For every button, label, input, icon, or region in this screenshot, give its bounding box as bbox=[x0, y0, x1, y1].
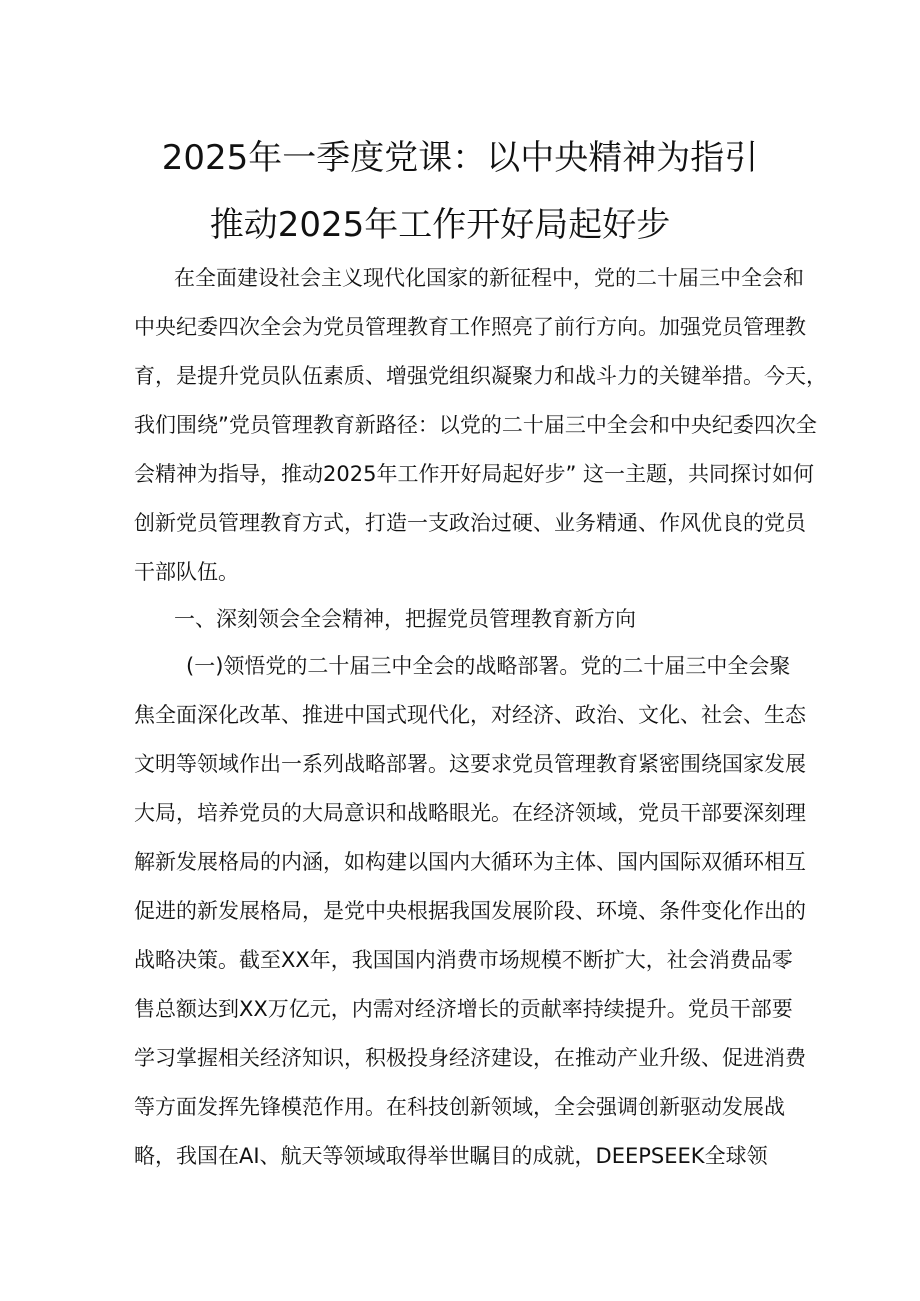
paragraph-line: 促进的新发展格局，是党中央根据我国发展阶段、环境、条件变化作出的 bbox=[134, 899, 806, 923]
paragraph-line: 等方面发挥先锋模范作用。在科技创新领域，全会强调创新驱动发展战 bbox=[134, 1095, 785, 1119]
paragraph-line: 战略决策。截至XX年，我国国内消费市场规模不断扩大，社会消费品零 bbox=[134, 948, 793, 972]
section-heading: 一、深刻领会全会精神，把握党员管理教育新方向 bbox=[174, 607, 636, 631]
paragraph-line: 在全面建设社会主义现代化国家的新征程中，党的二十届三中全会和 bbox=[174, 266, 804, 290]
paragraph-line: 大局，培养党员的大局意识和战略眼光。在经济领域，党员干部要深刻理 bbox=[134, 801, 806, 825]
paragraph-line: 售总额达到XX万亿元，内需对经济增长的贡献率持续提升。党员干部要 bbox=[134, 997, 793, 1021]
paragraph-line: 创新党员管理教育方式，打造一支政治过硬、业务精通、作风优良的党员 bbox=[134, 511, 806, 535]
paragraph-line: 学习掌握相关经济知识，积极投身经济建设，在推动产业升级、促进消费 bbox=[134, 1046, 806, 1070]
paragraph-line: 育，是提升党员队伍素质、增强党组织凝聚力和战斗力的关键举措。今天， bbox=[134, 364, 827, 388]
paragraph-line: 我们围绕”党员管理教育新路径：以党的二十届三中全会和中央纪委四次全 bbox=[134, 413, 817, 437]
paragraph-line: 略，我国在AI、航天等领域取得举世瞩目的成就，DEEPSEEK全球领 bbox=[134, 1144, 768, 1168]
paragraph-line: 中央纪委四次全会为党员管理教育工作照亮了前行方向。加强党员管理教 bbox=[134, 315, 806, 339]
paragraph-line: 文明等领域作出一系列战略部署。这要求党员管理教育紧密围绕国家发展 bbox=[134, 752, 806, 776]
document-title-line-1: 2025年一季度党课：以中央精神为指引 bbox=[161, 138, 759, 178]
paragraph-line: 解新发展格局的内涵，如构建以国内大循环为主体、国内国际双循环相互 bbox=[134, 850, 806, 874]
paragraph-line: (一)领悟党的二十届三中全会的战略部署。党的二十届三中全会聚 bbox=[186, 654, 791, 678]
paragraph-line: 会精神为指导，推动2025年工作开好局起好步” 这一主题，共同探讨如何 bbox=[134, 462, 814, 486]
paragraph-line: 干部队伍。 bbox=[134, 560, 239, 584]
paragraph-line: 焦全面深化改革、推进中国式现代化，对经济、政治、文化、社会、生态 bbox=[134, 703, 806, 727]
document-title-line-2: 推动2025年工作开好局起好步 bbox=[209, 205, 671, 245]
